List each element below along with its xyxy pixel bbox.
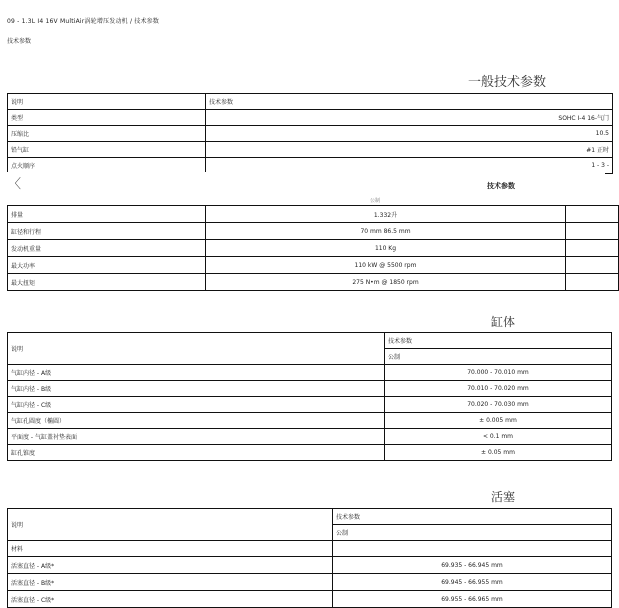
sticky-header-title: 技术参数	[487, 182, 515, 190]
table-row	[8, 126, 613, 142]
header-unit: 公制	[333, 525, 612, 541]
row-value: ± 0.005 mm	[385, 413, 612, 429]
table-row	[8, 257, 619, 274]
row-value: ± 0.05 mm	[385, 445, 612, 461]
row-label: 类型	[8, 110, 206, 126]
table-row	[8, 397, 612, 413]
row-label: 缸孔锥度	[8, 445, 385, 461]
piston-title: 活塞	[491, 490, 516, 504]
header-spec: 技术参数	[385, 333, 612, 349]
back-icon[interactable]: 〈	[8, 177, 22, 192]
row-value: #1 正时	[206, 142, 613, 158]
general-specs-table-bottom	[7, 205, 619, 291]
row-value: 10.5	[206, 126, 613, 142]
row-value: 69.955 - 66.965 mm	[333, 591, 612, 608]
row-label: 缸径和行程	[8, 223, 206, 240]
row-label: 气缸内径 - A级	[8, 365, 385, 381]
row-label: 气缸内径 - C级	[8, 397, 385, 413]
row-value: 69.945 - 66.955 mm	[333, 574, 612, 591]
row-value: 1 - 3 -	[206, 158, 613, 174]
row-value: 70.010 - 70.020 mm	[385, 381, 612, 397]
row-label: 最大扭矩	[8, 274, 206, 291]
table-header-row	[8, 509, 612, 525]
sticky-peek-text: 公制	[370, 198, 381, 204]
table-row	[8, 142, 613, 158]
header-unit: 公制	[385, 349, 612, 365]
row-label: 压缩比	[8, 126, 206, 142]
row-value: 275 N•m @ 1850 rpm	[206, 274, 566, 291]
cylinder-block-title: 缸体	[491, 315, 516, 329]
table-row	[8, 574, 612, 591]
table-row	[8, 591, 612, 608]
row-value: 69.935 - 66.945 mm	[333, 557, 612, 574]
row-value: < 0.1 mm	[385, 429, 612, 445]
row-label: 活塞直径 - C级*	[8, 591, 333, 608]
piston-table	[7, 508, 612, 608]
row-label: 发动机重量	[8, 240, 206, 257]
table-row	[8, 206, 619, 223]
row-label: 排量	[8, 206, 206, 223]
row-value: 1.332升	[206, 206, 566, 223]
row-value: SOHC I-4 16-气门	[206, 110, 613, 126]
row-value: 70.020 - 70.030 mm	[385, 397, 612, 413]
table-header-row	[8, 333, 612, 349]
header-label: 说明	[8, 509, 333, 541]
header-spec: 技术参数	[333, 509, 612, 525]
row-value: 70.000 - 70.010 mm	[385, 365, 612, 381]
table-row	[8, 413, 612, 429]
table-row	[8, 381, 612, 397]
row-label: 气缸内径 - B级	[8, 381, 385, 397]
table-row	[8, 223, 619, 240]
table-row	[8, 274, 619, 291]
row-value: 110 kW @ 5500 rpm	[206, 257, 566, 274]
row-value: 技术参数	[206, 94, 613, 110]
row-label: 最大功率	[8, 257, 206, 274]
row-value: 70 mm 86.5 mm	[206, 223, 566, 240]
row-label: 平面度 - 气缸盖衬垫表面	[8, 429, 385, 445]
row-label: 活塞直径 - A级*	[8, 557, 333, 574]
row-label: 点火顺序	[8, 158, 206, 174]
table-row	[8, 365, 612, 381]
row-label: 活塞直径 - B级*	[8, 574, 333, 591]
header-label: 说明	[8, 333, 385, 365]
table-row	[8, 110, 613, 126]
general-specs-title: 一般技术参数	[468, 75, 547, 90]
breadcrumb: 09 - 1.3L I4 16V MultiAir涡轮增压发动机 / 技术参数	[7, 18, 160, 25]
row-value: 110 Kg	[206, 240, 566, 257]
row-value	[333, 541, 612, 557]
table-row	[8, 557, 612, 574]
row-label: 材料	[8, 541, 333, 557]
page-title: 技术参数	[7, 38, 32, 45]
general-specs-table-top	[7, 93, 613, 174]
table-row	[8, 94, 613, 110]
table-row	[8, 445, 612, 461]
table-row	[8, 541, 612, 557]
table-row	[8, 429, 612, 445]
row-label: 说明	[8, 94, 206, 110]
row-label: 气缸孔圆度（椭圆）	[8, 413, 385, 429]
cylinder-block-table	[7, 332, 612, 461]
table-row	[8, 240, 619, 257]
row-label: 铅气缸	[8, 142, 206, 158]
